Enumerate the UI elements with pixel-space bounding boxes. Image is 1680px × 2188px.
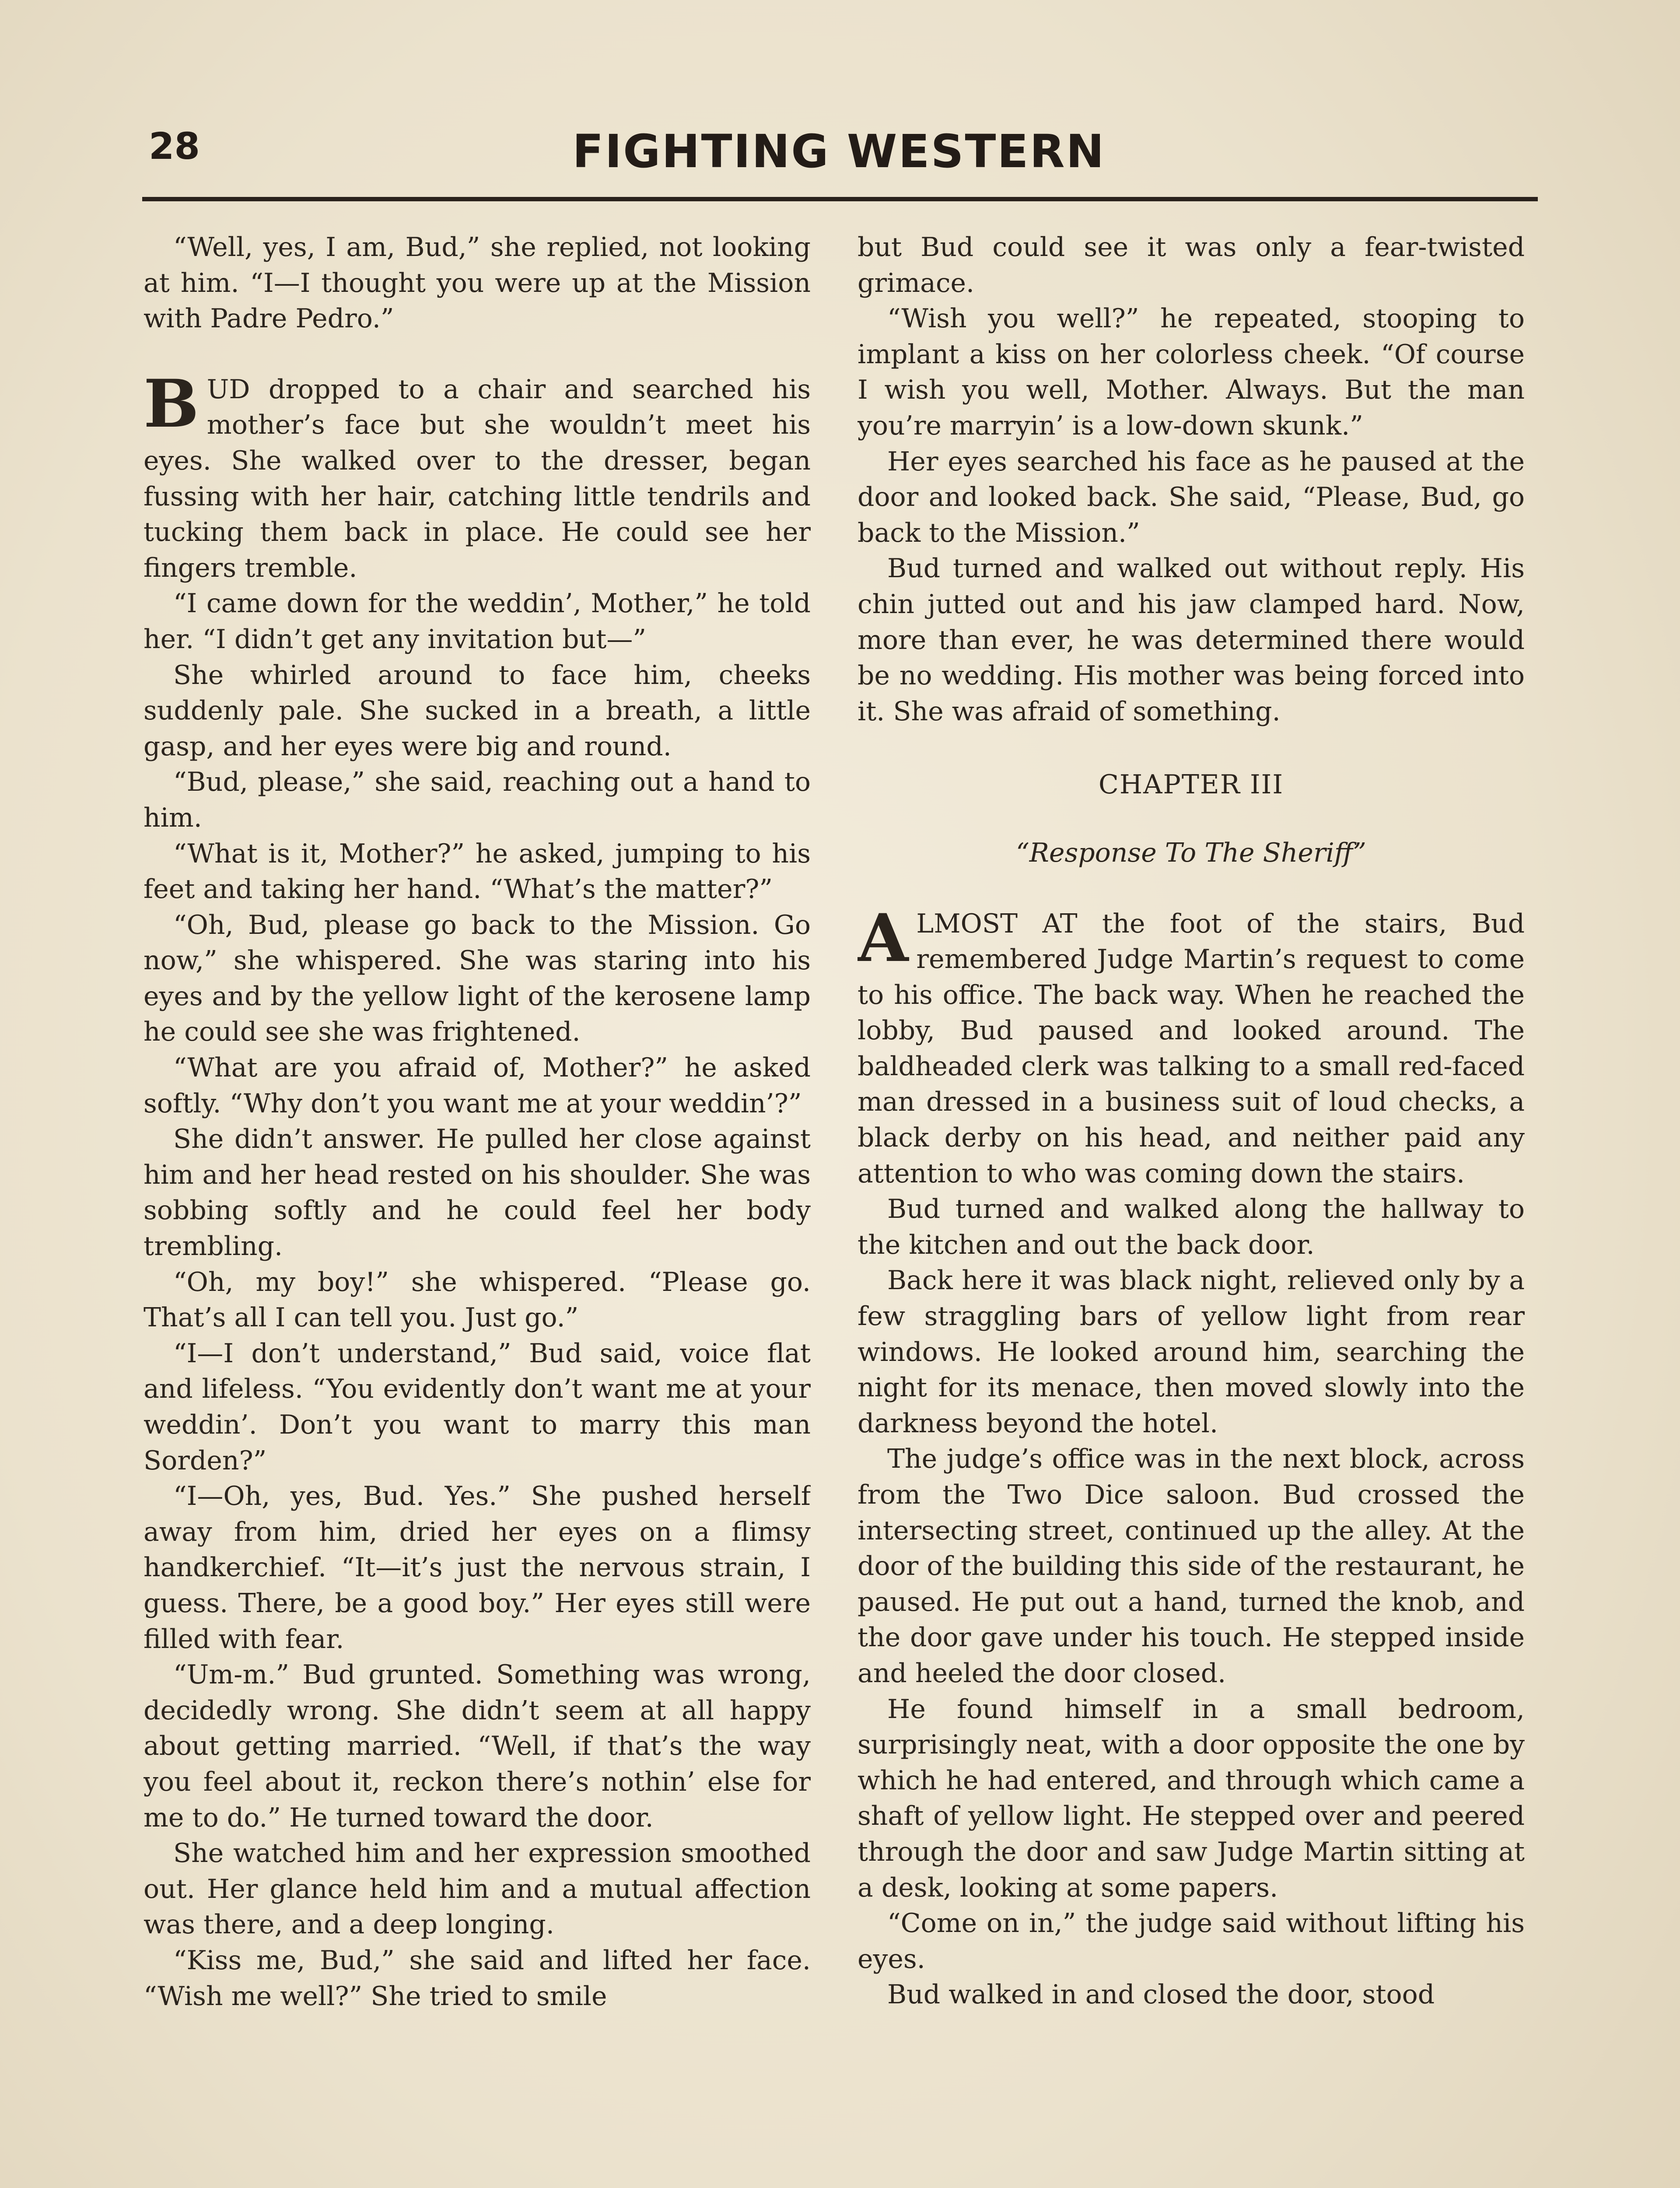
paragraph: She didn’t answer. He pulled her close against him and her head rested on his shoulder. She was sobbing softly and he could feel her body trembling. [144,1124,811,1262]
paragraph-with-dropcap [144,365,811,586]
paragraph: Bud turned and walked along the hallway to the kitchen and out the back door. [858,1194,1525,1260]
paragraph: “Oh, Bud, please go back to the Mission. Go now,” she whispered. She was staring into his eyes and by the yellow light of the kerosene lamp he could see she was frightened. [144,909,811,1048]
paragraph: She watched him and her expression smoothed out. Her glance held him and a mutual affection was there, and a deep longing. [144,1838,811,1940]
paragraph: He found himself in a small bedroom, surprisingly neat, with a door opposite the one by which he had entered, and through which came a shaft of yellow light. He stepped over and peered through the door and saw Judge Martin sitting at a desk, looking at some papers. [858,1694,1525,1903]
magazine-title: FIGHTING WESTERN [572,125,1106,178]
drop-cap: B [144,365,199,442]
paragraph: “I—I don’t understand,” Bud said, voice flat and lifeless. “You evidently don’t want me at your weddin’. Don’t you want to marry this man Sorden?” [144,1338,811,1476]
paragraph-text: UD dropped to a chair and searched his mother’s face but she wouldn’t meet his eyes. She walked over to the dresser, began fussing with her hair, catching little tendrils and tucking them back in place. He could see her fingers tremble. [144,374,811,583]
paragraph: Back here it was black night, relieved only by a few straggling bars of yellow light from rear windows. He looked around him, searching the night for its menace, then moved slowly into the darkness beyond the hotel. [858,1265,1525,1439]
paragraph: Her eyes searched his face as he paused at the door and looked back. She said, “Please, Bud, go back to the Mission.” [858,446,1525,548]
paragraph: “Come on in,” the judge said without lifting his eyes. [858,1908,1525,1974]
paragraph: “Bud, please,” she said, reaching out a hand to him. [144,767,811,833]
drop-cap: A [858,899,909,977]
paragraph: “What are you afraid of, Mother?” he asked softly. “Why don’t you want me at your weddin’?” [144,1052,811,1119]
header-rule [142,197,1538,201]
paragraph: “Well, yes, I am, Bud,” she replied, not looking at him. “I—I thought you were up at the Mission with Padre Pedro.” [144,232,811,334]
paragraph: “Kiss me, Bud,” she said and lifted her face. “Wish me well?” She tried to smile [144,1945,811,2012]
paragraph: but Bud could see it was only a fear-twisted grimace. [858,232,1525,298]
paragraph: The judge’s office was in the next block, across from the Two Dice saloon. Bud crossed the intersecting street, continued up the alley. At the door of the building this side of the restaurant, he paused. He put out a hand, turned the knob, and the door gave under his touch. He stepped inside and heeled the door closed. [858,1444,1525,1689]
paragraph: “Um-m.” Bud grunted. Something was wrong, decidedly wrong. She didn’t seem at all happy about getting married. “Well, if that’s the way you feel about it, reckon there’s nothin’ else for me to do.” He turned toward the door. [144,1659,811,1833]
paragraph: Bud walked in and closed the door, stood [887,1979,1435,2010]
paragraph: “What is it, Mother?” he asked, jumping to his feet and taking her hand. “What’s the matter?” [144,838,811,905]
paragraph-with-dropcap [858,899,1525,1192]
chapter-title: “Response To The Sheriff” [1016,837,1366,868]
paragraph: “I came down for the weddin’, Mother,” he told her. “I didn’t get any invitation but—” [144,588,811,655]
paragraph: Bud turned and walked out without reply. His chin jutted out and his jaw clamped hard. Now, more than ever, he was determined there would be no wedding. His mother was being forced into it. She was afraid of something. [858,553,1525,727]
page-number: 28 [149,125,200,168]
right-column [858,230,1525,2188]
paragraph: “Oh, my boy!” she whispered. “Please go. That’s all I can tell you. Just go.” [144,1266,811,1333]
chapter-heading: CHAPTER III [1098,769,1284,800]
paragraph: “Wish you well?” he repeated, stooping to implant a kiss on her colorless cheek. “Of course I wish you well, Mother. Always. But the man you’re marryin’ is a low-down skunk.” [858,303,1525,441]
paragraph: She whirled around to face him, cheeks suddenly pale. She sucked in a breath, a little gasp, and her eyes were big and round. [144,659,811,762]
paragraph: “I—Oh, yes, Bud. Yes.” She pushed herself away from him, dried her eyes on a flimsy handkerchief. “It—it’s just the nervous strain, I guess. There, be a good boy.” Her eyes still were filled with fear. [144,1481,811,1655]
left-column [144,230,811,2188]
paragraph-text: LMOST AT the foot of the stairs, Bud remembered Judge Martin’s request to come to his office. The back way. When he reached the lobby, Bud paused and looked around. The baldheaded clerk was talking to a small red-faced man dressed in a business suit of loud checks, a black derby on his head, and neither paid any attention to who was coming down the stairs. [858,908,1525,1189]
